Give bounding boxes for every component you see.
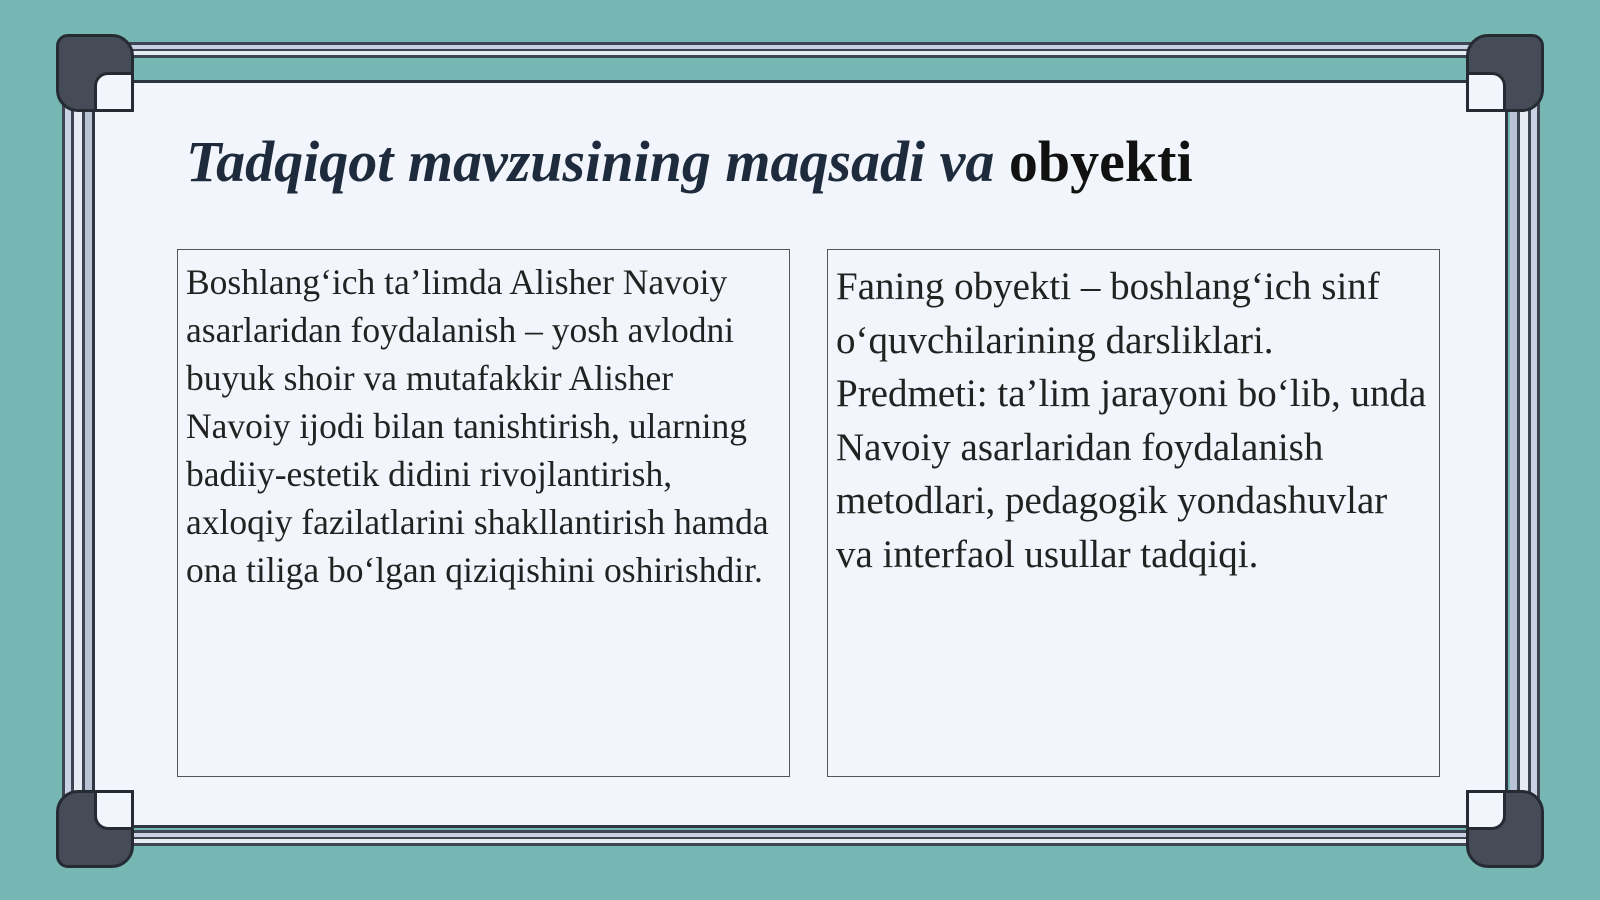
frame-corner-bottom-left — [56, 790, 134, 868]
purpose-text-box — [177, 249, 790, 777]
slide-title — [186, 128, 1193, 195]
whiteboard-frame-right — [1510, 60, 1540, 840]
object-text: Faning obyekti – boshlang‘ich sinf o‘quvchilarining darsliklari. Predmeti: ta’lim jarayoni bo‘lib, unda Navoiy asarlaridan foydalanish metodlari, pedagogik yondashuvlar va interfaol usullar tadqiqi. — [836, 265, 1427, 576]
whiteboard-frame-bottom — [80, 830, 1520, 846]
frame-corner-top-right — [1466, 34, 1544, 112]
whiteboard-frame-left — [62, 60, 92, 840]
object-text-box — [827, 249, 1440, 777]
whiteboard-frame-top — [80, 42, 1520, 58]
frame-corner-bottom-right — [1466, 790, 1544, 868]
purpose-text: Boshlang‘ich ta’limda Alisher Navoiy asarlaridan foydalanish – yosh avlodni buyuk shoir va mutafakkir Alisher Navoiy ijodi bilan tanishtirish, ularning badiiy-estetik didini rivojlantirish, axloqiy fazilatlarini shakllantirish hamda ona tiliga bo‘lgan qiziqishini oshirishdir. — [186, 262, 769, 590]
slide-title-plain: obyekti — [1008, 129, 1193, 194]
slide-title-italic: Tadqiqot mavzusining maqsadi va — [186, 129, 995, 194]
frame-corner-top-left — [56, 34, 134, 112]
